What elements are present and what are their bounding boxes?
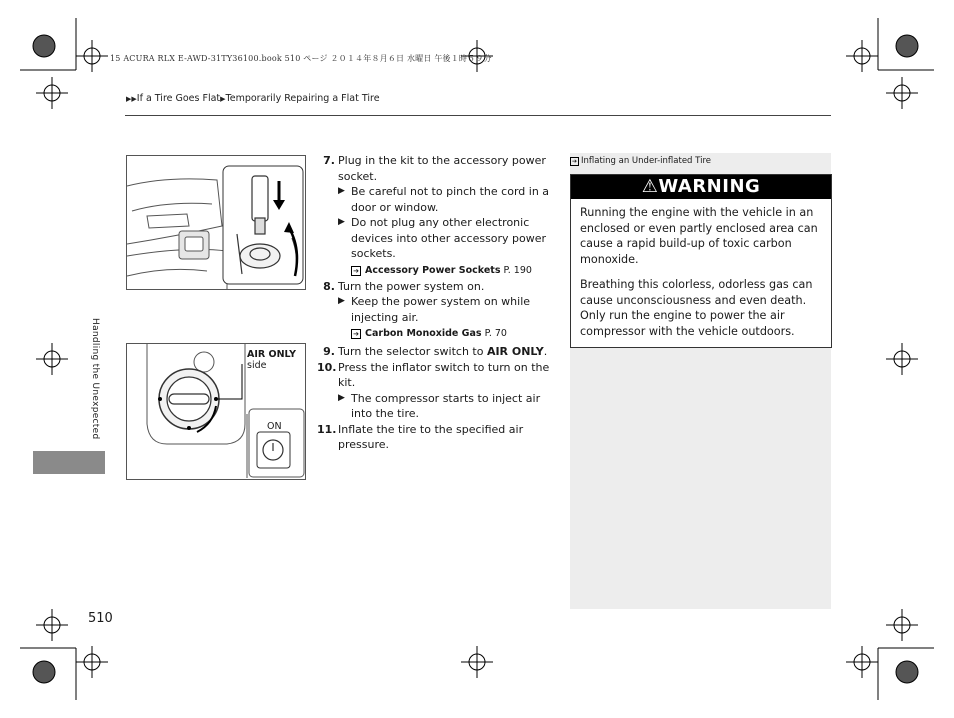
step-number: 8.	[323, 279, 335, 293]
breadcrumb-separator: ▶	[220, 95, 226, 103]
step-number: 10.	[317, 360, 337, 374]
step-8	[317, 279, 562, 295]
warning-body	[571, 199, 831, 347]
steps-column	[317, 153, 562, 453]
socket-illustration	[127, 156, 305, 289]
warning-box	[570, 174, 832, 348]
step-number: 7.	[323, 154, 335, 167]
bullet-item	[317, 184, 562, 215]
warning-triangle-icon: ⚠	[641, 176, 659, 197]
sidebar-reference-label: Inflating an Under-inflated Tire	[581, 156, 711, 166]
step-number: 9.	[323, 345, 335, 358]
warning-paragraph-2: Breathing this colorless, odorless gas can cause unconsciousness and even death. Only run the engine to power the air compressor with the vehicle outdoors.	[580, 278, 813, 338]
triangle-bullet-icon: ▶	[338, 296, 345, 306]
bullet-text: Keep the power system on while injecting air.	[351, 295, 531, 324]
step-text-part: .	[543, 345, 548, 358]
side-label: side	[247, 360, 267, 371]
step-text: Inflate the tire to the specified air pressure.	[338, 422, 524, 451]
xref-page: P. 190	[503, 264, 532, 276]
reference-arrow-icon: ➔	[351, 266, 361, 276]
triangle-bullet-icon: ▶	[338, 186, 345, 196]
on-label: ON	[267, 421, 282, 432]
print-header: 15 ACURA RLX E-AWD-31TY36100.book 510 ページ ２０１４年８月６日 水曜日 午後１時５９分	[110, 54, 492, 63]
side-tab-label: Handling the Unexpected	[90, 318, 100, 440]
figure-accessory-socket	[126, 155, 306, 290]
step-7	[317, 153, 562, 184]
air-only-label: AIR ONLY	[247, 349, 296, 360]
cross-reference-link[interactable]	[317, 327, 562, 340]
breadcrumb-marker: ▶▶	[126, 95, 137, 103]
bullet-text: Be careful not to pinch the cord in a door or window.	[351, 185, 550, 214]
header-rule	[125, 115, 831, 116]
step-text-part: Turn the selector switch to	[338, 345, 487, 358]
step-text: Plug in the kit to the accessory power socket.	[338, 154, 546, 183]
step-9	[317, 344, 562, 360]
bullet-item	[317, 294, 562, 325]
air-only-callout	[247, 349, 296, 371]
warning-header	[571, 175, 831, 199]
air-only-emphasis: AIR ONLY	[486, 345, 544, 358]
warning-paragraph-1: Running the engine with the vehicle in an enclosed or even partly enclosed area can cause a rapid build-up of toxic carbon monoxide.	[580, 206, 818, 266]
figure-selector-switch	[126, 343, 306, 480]
reference-arrow-icon: ➔	[571, 158, 578, 165]
sidebar-panel	[570, 153, 831, 609]
bullet-text: The compressor starts to inject air into the tire.	[351, 391, 541, 420]
bullet-item	[317, 215, 562, 262]
step-11	[317, 422, 562, 453]
breadcrumb-item-repair[interactable]: Temporarily Repairing a Flat Tire	[225, 93, 380, 104]
warning-title: WARNING	[658, 176, 761, 197]
xref-title: Accessory Power Sockets	[365, 264, 501, 276]
sidebar-reference[interactable]	[570, 156, 711, 166]
breadcrumb-item-flat-tire[interactable]: If a Tire Goes Flat	[136, 93, 221, 104]
triangle-bullet-icon: ▶	[338, 217, 345, 227]
step-10	[317, 360, 562, 391]
bullet-item	[317, 391, 562, 422]
cross-reference-link[interactable]	[317, 264, 562, 277]
reference-arrow-icon: ➔	[351, 329, 361, 339]
side-tab[interactable]	[33, 451, 105, 474]
bullet-text: Do not plug any other electronic devices into other accessory power sockets.	[351, 216, 547, 260]
step-text: Turn the power system on.	[338, 279, 485, 293]
breadcrumb	[126, 93, 380, 104]
triangle-bullet-icon: ▶	[338, 392, 345, 403]
page-number: 510	[88, 611, 113, 626]
xref-page: P. 70	[484, 328, 507, 339]
step-text: Press the inflator switch to turn on the kit.	[338, 360, 550, 389]
xref-title: Carbon Monoxide Gas	[365, 328, 482, 339]
step-number: 11.	[317, 422, 337, 436]
step-text	[338, 344, 562, 360]
